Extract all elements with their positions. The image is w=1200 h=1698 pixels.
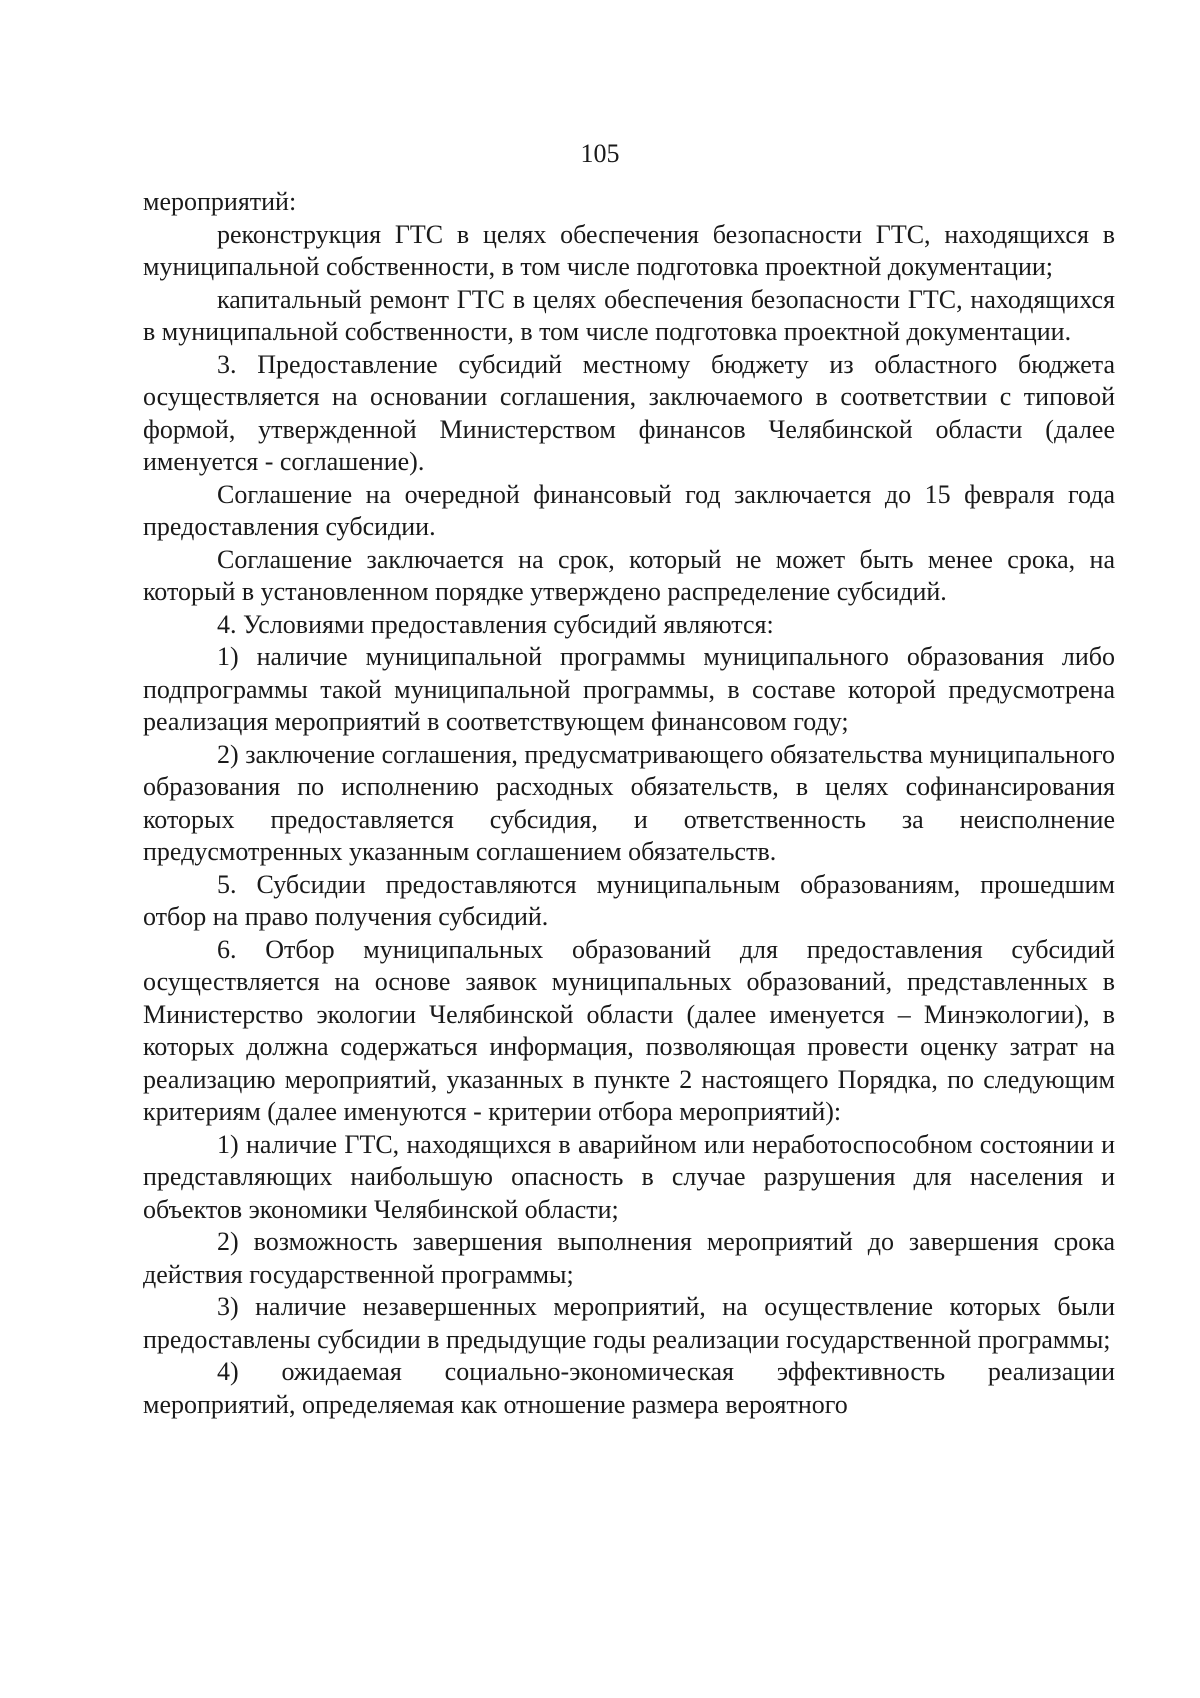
paragraph-reconstruction: реконструкция ГТС в целях обеспечения безопасности ГТС, находящихся в муниципальной собственности, в том числе подготовка проектной документации; [143, 219, 1115, 281]
paragraph-condition-2: 2) заключение соглашения, предусматривающего обязательства муниципального образования по исполнению расходных обязательств, в целях софинансирования которых предоставляется субсидия, и ответственность за неисполнение предусмотренных указанным соглашением обязательств. [143, 739, 1115, 866]
document-body [143, 186, 1115, 1421]
paragraph-item-5: 5. Субсидии предоставляются муниципальным образованиям, прошедшим отбор на право получения субсидий. [143, 869, 1115, 931]
paragraph-criterion-1: 1) наличие ГТС, находящихся в аварийном или неработоспособном состоянии и представляющих наибольшую опасность в случае разрушения для населения и объектов экономики Челябинской области; [143, 1129, 1115, 1224]
paragraph-agreement-term: Соглашение заключается на срок, который не может быть менее срока, на который в установленном порядке утверждено распределение субсидий. [143, 544, 1115, 606]
paragraph-capital-repair: капитальный ремонт ГТС в целях обеспечения безопасности ГТС, находящихся в муниципальной собственности, в том числе подготовка проектной документации. [143, 284, 1115, 346]
paragraph-criterion-2: 2) возможность завершения выполнения мероприятий до завершения срока действия государственной программы; [143, 1227, 1115, 1289]
paragraph-item-3: 3. Предоставление субсидий местному бюджету из областного бюджета осуществляется на основании соглашения, заключаемого в соответствии с типовой формой, утвержденной Министерством финансов Челябинской области (далее именуется - соглашение). [143, 349, 1115, 476]
paragraph-criterion-4: 4) ожидаемая социально-экономическая эффективность реализации мероприятий, определяемая как отношение размера вероятного [143, 1357, 1115, 1419]
paragraph-criterion-3: 3) наличие незавершенных мероприятий, на осуществление которых были предоставлены субсидии в предыдущие годы реализации государственной программы; [143, 1292, 1115, 1354]
paragraph-agreement-deadline: Соглашение на очередной финансовый год заключается до 15 февраля года предоставления субсидии. [143, 479, 1115, 541]
paragraph-item-6: 6. Отбор муниципальных образований для предоставления субсидий осуществляется на основе заявок муниципальных образований, представленных в Министерство экологии Челябинской области (далее именуется – Минэкологии), в которых должна содержаться информация, позволяющая провести оценку затрат на реализацию мероприятий, указанных в пункте 2 настоящего Порядка, по следующим критериям (далее именуются - критерии отбора мероприятий): [143, 934, 1115, 1126]
paragraph-item-4: 4. Условиями предоставления субсидий являются: [217, 609, 774, 639]
paragraph-continuation: мероприятий: [143, 187, 297, 216]
paragraph-condition-1: 1) наличие муниципальной программы муниципального образования либо подпрограммы такой муниципальной программы, в составе которой предусмотрена реализация мероприятий в соответствующем финансовом году; [143, 642, 1115, 736]
page-number: 105 [580, 139, 620, 168]
